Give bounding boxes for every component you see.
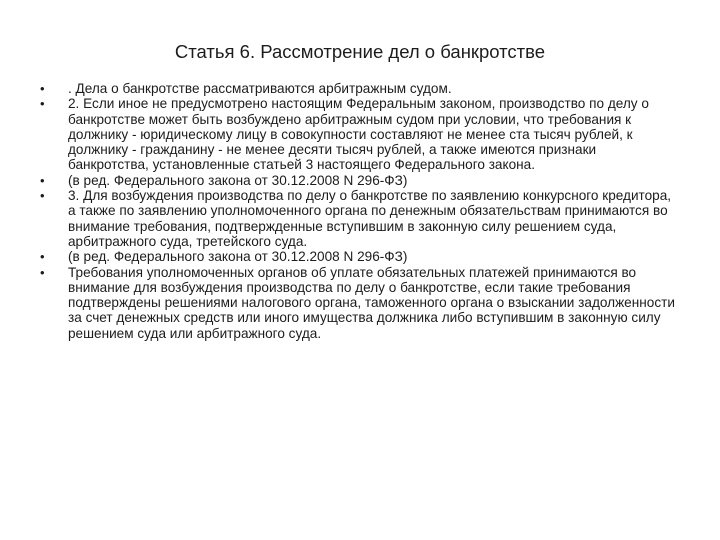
slide-title: Статья 6. Рассмотрение дел о банкротстве [174,41,546,62]
list-item [40,265,680,341]
bullet-icon: • [40,264,45,280]
bullet-icon: • [40,172,45,188]
list-item-text: (в ред. Федерального закона от 30.12.2008 N 296-ФЗ) [68,249,408,265]
list-item-text: Требования уполномоченных органов об уплате обязательных платежей принимаются во внимание для возбуждения производства по делу о банкротстве, если такие требования подтверждены решениями налогового органа, таможенного органа о взыскании задолженности за счет денежных средств или иного имущества должника либо вступившим в законную силу решением суда или арбитражного суда. [68,264,675,341]
list-item [40,188,680,249]
list-item-text: 3. Для возбуждения производства по делу о банкротстве по заявлению конкурсного кредитора, а также по заявлению уполномоченного органа по денежным обязательствам принимаются во внимание требования, подтвержденные вступившим в законную силу решением суда, арбитражного суда, третейского суда. [68,188,672,249]
list-item-text: (в ред. Федерального закона от 30.12.2008 N 296-ФЗ) [68,172,408,188]
bullet-icon: • [40,96,45,112]
bullet-icon: • [40,81,45,96]
list-item [40,81,680,96]
bullet-icon: • [40,188,45,204]
bullet-icon: • [40,249,45,265]
list-item [40,249,680,264]
bullet-list [40,81,680,341]
list-item [40,96,680,172]
list-item-text: . Дела о банкротстве рассматриваются арбитражным судом. [68,81,452,96]
list-item [40,173,680,188]
list-item-text: 2. Если иное не предусмотрено настоящим Федеральным законом, производство по делу о банкротстве может быть возбуждено арбитражным судом при условии, что требования к должнику - юридическому лицу в совокупности составляют не менее ста тысяч рублей, к должнику - гражданину - не менее десяти тысяч рублей, а также имеются признаки банкротства, установленные статьей 3 настоящего Федерального закона. [68,96,649,173]
